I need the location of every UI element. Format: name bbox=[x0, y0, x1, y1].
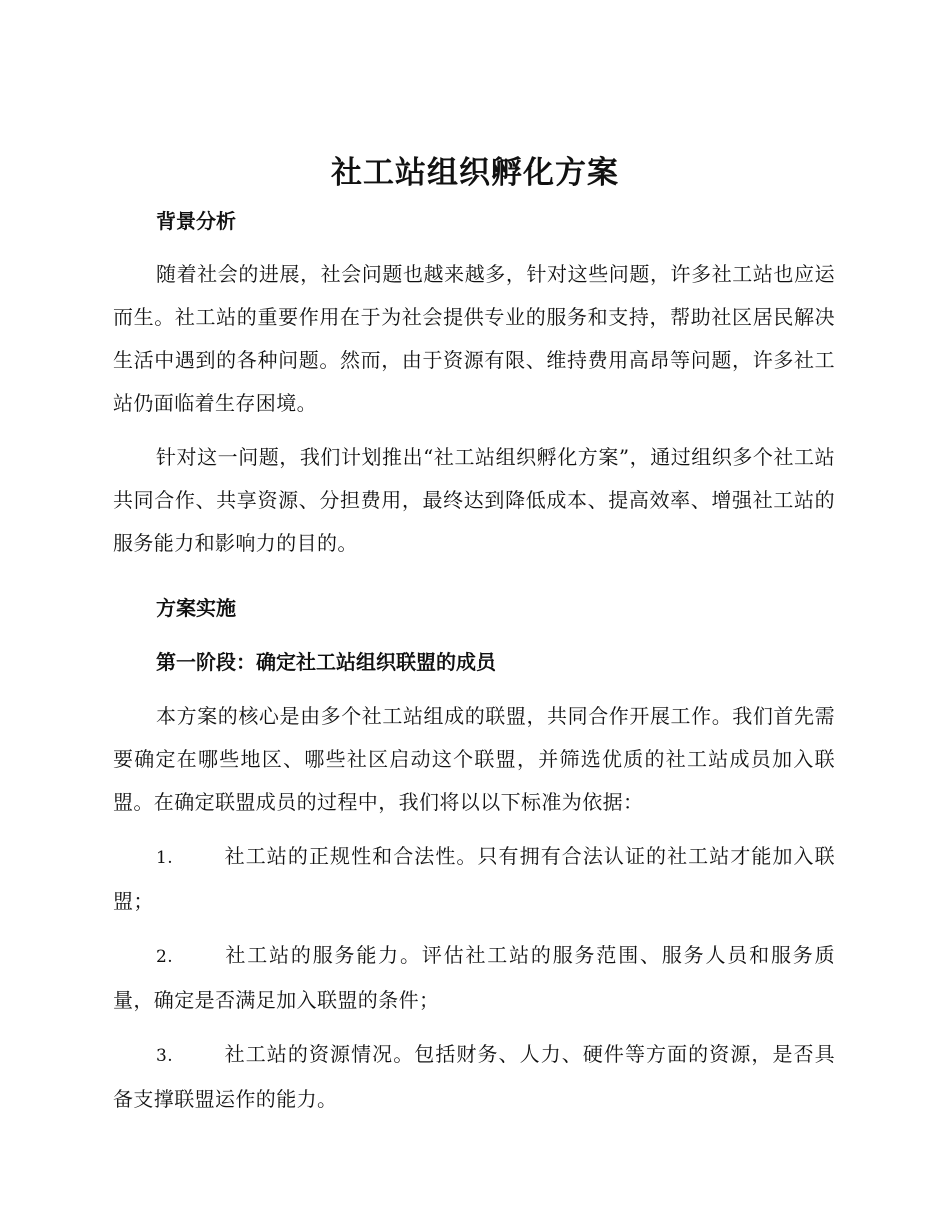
criteria-number: 1. bbox=[156, 848, 174, 868]
paragraph-background-1: 随着社会的进展，社会问题也越来越多，针对这些问题，许多社工站也应运而生。社工站的重要作用在于为社会提供专业的服务和支持，帮助社区居民解决生活中遇到的各种问题。然而，由于资源有限、维持费用高昂等问题，许多社工站仍面临着生存困境。 bbox=[113, 262, 835, 415]
criteria-number: 2. bbox=[156, 947, 174, 967]
criteria-item bbox=[113, 934, 835, 1022]
criteria-text: 社工站的资源情况。包括财务、人力、硬件等方面的资源，是否具备支撑联盟运作的能力。 bbox=[113, 1042, 835, 1111]
criteria-text: 社工站的服务能力。评估社工站的服务范围、服务人员和服务质量，确定是否满足加入联盟的条件； bbox=[113, 943, 835, 1012]
section-heading-background: 背景分析 bbox=[156, 209, 236, 233]
document-body bbox=[113, 200, 835, 1121]
section-heading-phase1: 第一阶段：确定社工站组织联盟的成员 bbox=[156, 650, 496, 674]
section-heading-plan: 方案实施 bbox=[156, 596, 236, 620]
criteria-text: 社工站的正规性和合法性。只有拥有合法认证的社工站才能加入联盟； bbox=[113, 844, 835, 913]
paragraph-background-2: 针对这一问题，我们计划推出“社工站组织孵化方案”，通过组织多个社工站共同合作、共享资源、分担费用，最终达到降低成本、提高效率、增强社工站的服务能力和影响力的目的。 bbox=[113, 445, 835, 555]
document-title: 社工站组织孵化方案 bbox=[331, 155, 619, 191]
criteria-item bbox=[113, 835, 835, 923]
paragraph-phase1: 本方案的核心是由多个社工站组成的联盟，共同合作开展工作。我们首先需要确定在哪些地区、哪些社区启动这个联盟，并筛选优质的社工站成员加入联盟。在确定联盟成员的过程中，我们将以以下标准为依据： bbox=[113, 704, 835, 814]
criteria-item bbox=[113, 1033, 835, 1121]
criteria-number: 3. bbox=[156, 1046, 174, 1066]
